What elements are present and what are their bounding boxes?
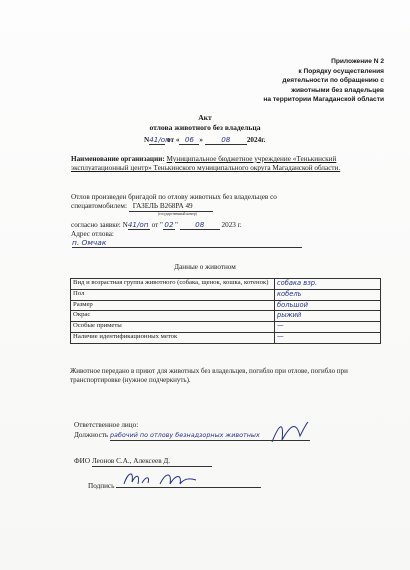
position-signature-scribble — [270, 418, 310, 448]
request-month: 08 — [180, 220, 220, 230]
vehicle-value: ГАЗЕЛЬ В268РА 49 — [129, 202, 213, 212]
animal-section-title: Данные о животном — [174, 263, 236, 271]
table-cell-value: большой — [275, 300, 381, 311]
act-date-day: 06 — [179, 135, 199, 145]
animal-data-table — [70, 278, 381, 344]
act-title: Акт — [198, 113, 212, 122]
table-cell-value: рыжий — [275, 311, 381, 322]
table-row — [71, 311, 381, 322]
appendix-line: животными без владельцев — [291, 86, 384, 94]
table-cell-value: кобель — [275, 289, 381, 300]
address-value: п. Омчак — [72, 238, 302, 248]
table-row — [71, 279, 381, 290]
table-row — [71, 332, 381, 343]
table-cell-key: Вид и возрастная группа животного (собака, щенок, кошка, котенок) — [71, 279, 275, 290]
act-date-month: 08 — [205, 135, 247, 145]
position-label: Должность — [74, 431, 109, 439]
fio-label: ФИО — [74, 457, 91, 465]
act-date-close: » — [199, 136, 204, 144]
transfer-text: Животное передано в приют для животных без владельцев, погибло при отлове, погибло при транспортировке (нужное подчеркнуть). — [70, 367, 348, 385]
fio-value: Леонов С.А., Алексеев Д. — [92, 457, 212, 467]
table-row — [71, 322, 381, 333]
act-number-line — [144, 135, 265, 145]
appendix-header — [124, 57, 384, 105]
act-year: 2024г. — [246, 136, 266, 144]
organization-value: Муниципальное бюджетное учреждение «Тенькинский эксплуатационный центр» Тенькинского муниципального округа Магаданской области. — [71, 155, 341, 173]
request-line: согласно заявке: N41/оп от "02" 08 2023 г. — [71, 220, 242, 229]
table-cell-value: собака взр. — [275, 279, 381, 290]
vehicle-label: спецавтомобилем: — [71, 202, 127, 210]
organization-block — [71, 155, 361, 174]
appendix-line: к Порядку осуществления — [298, 67, 384, 75]
appendix-line: Приложение N 2 — [331, 58, 384, 65]
act-subtitle: отлова животного без владельца — [149, 123, 261, 132]
address-line — [72, 238, 302, 248]
position-value: рабочий по отлову безнадзорных животных — [110, 431, 310, 441]
table-row — [71, 289, 381, 300]
table-cell-key: Окрас — [71, 311, 275, 322]
table-cell-key: Особые приметы — [71, 322, 275, 333]
request-label: согласно заявке: — [71, 221, 121, 229]
organization-label: Наименование организации: — [71, 155, 165, 163]
request-year: 2023 г. — [221, 221, 242, 229]
table-cell-key: Пол — [71, 289, 275, 300]
request-number-prefix: N — [122, 221, 128, 229]
capture-line: Отлов произведен бригадой по отлову животных без владельцев со — [71, 193, 277, 201]
vehicle-hint: (государственный номер) — [158, 212, 197, 216]
request-day: 02 — [164, 220, 174, 229]
fio-line — [74, 457, 212, 467]
appendix-line: на территории Магаданской области — [263, 96, 384, 104]
responsible-label: Ответственное лицо: — [74, 421, 139, 429]
table-cell-key: Размер — [71, 300, 275, 311]
vehicle-line — [71, 202, 213, 212]
request-from: от " — [151, 221, 163, 229]
table-cell-key: Наличие идентификационных меток — [71, 332, 275, 343]
address-label: Адрес отлова: — [71, 230, 114, 238]
signature-label: Подпись — [88, 482, 115, 490]
appendix-line: деятельности по обращению с — [282, 77, 384, 85]
act-number-prefix: N — [144, 136, 150, 144]
table-row — [71, 300, 381, 311]
request-number-value: 41/оп — [127, 220, 149, 229]
table-cell-value: — — [275, 322, 381, 333]
signature-image — [120, 468, 200, 490]
act-number-value: 41/оп — [149, 135, 170, 144]
table-cell-value: — — [275, 332, 381, 343]
act-date-from: от « — [167, 136, 180, 144]
